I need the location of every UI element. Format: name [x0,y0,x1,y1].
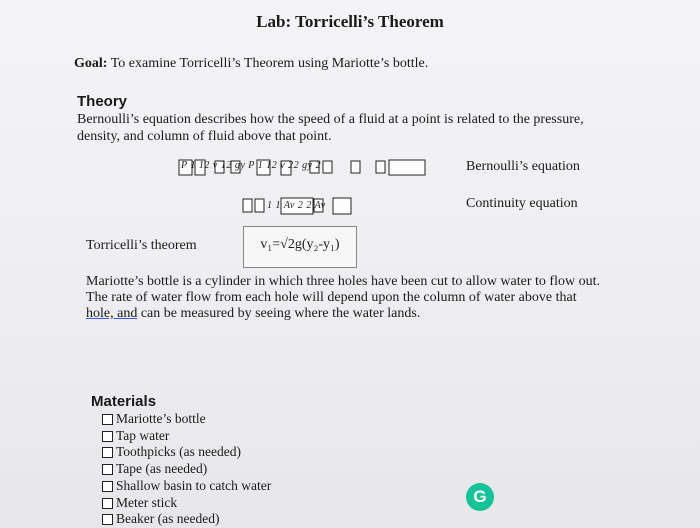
theory-heading: Theory [77,93,128,110]
continuity-equation-image [241,195,353,217]
torricelli-label: Torricelli’s theorem [86,238,197,253]
checkbox-icon [102,414,113,425]
materials-item [116,461,207,477]
materials-item-label: Toothpicks (as needed) [116,444,242,459]
materials-item [116,478,271,494]
goal-text: To examine Torricelli’s Theorem using Mariotte’s bottle. [107,56,429,71]
checkbox-icon [102,447,113,458]
materials-item [116,411,206,427]
materials-item [116,495,177,511]
bernoulli-label: Bernoulli’s equation [466,159,580,174]
mariotte-line-1: Mariotte’s bottle is a cylinder in which three holes have been cut to allow water to flow out. [86,274,600,289]
theory-line-1: Bernoulli’s equation describes how the speed of a fluid at a point is related to the pressure, [77,112,584,127]
checkbox-icon [102,431,113,442]
grammar-underline-link[interactable]: hole, and [86,306,138,321]
bernoulli-equation-image [177,155,427,181]
materials-item [116,444,241,460]
mariotte-line-2: The rate of water flow from each hole will depend upon the column of water above that [86,290,577,305]
materials-item [116,511,219,527]
materials-item-label: Tape (as needed) [116,461,208,476]
materials-item-label: Mariotte’s bottle [116,411,206,426]
materials-item-label: Tap water [116,428,170,443]
goal-line [74,56,428,72]
checkbox-icon [102,481,113,492]
mariotte-line-3-rest: can be measured by seeing where the water lands. [137,306,421,321]
grammarly-icon[interactable]: G [466,483,494,511]
materials-item-label: Meter stick [116,495,178,510]
bernoulli-glyphs: P 1 12 v 12 gy P 1 12 v 22 gy 2 [181,160,322,171]
materials-item-label: Shallow basin to catch water [116,478,272,493]
checkbox-icon [102,514,113,525]
checkbox-icon [102,498,113,509]
goal-label: Goal: [74,56,108,71]
torricelli-formula: v₁=√2g(y₂-y₁) [260,237,340,252]
page-title: Lab: Torricelli’s Theorem [256,12,444,31]
continuity-glyphs: 1 1 Av 2 2 Av [267,200,326,211]
torricelli-formula-box [243,226,357,268]
materials-heading: Materials [91,393,157,410]
continuity-label: Continuity equation [466,196,578,211]
mariotte-line-3 [86,305,420,322]
materials-item-label: Beaker (as needed) [116,511,220,526]
materials-item [116,428,169,444]
theory-line-2: density, and column of fluid above that point. [77,129,332,144]
checkbox-icon [102,464,113,475]
